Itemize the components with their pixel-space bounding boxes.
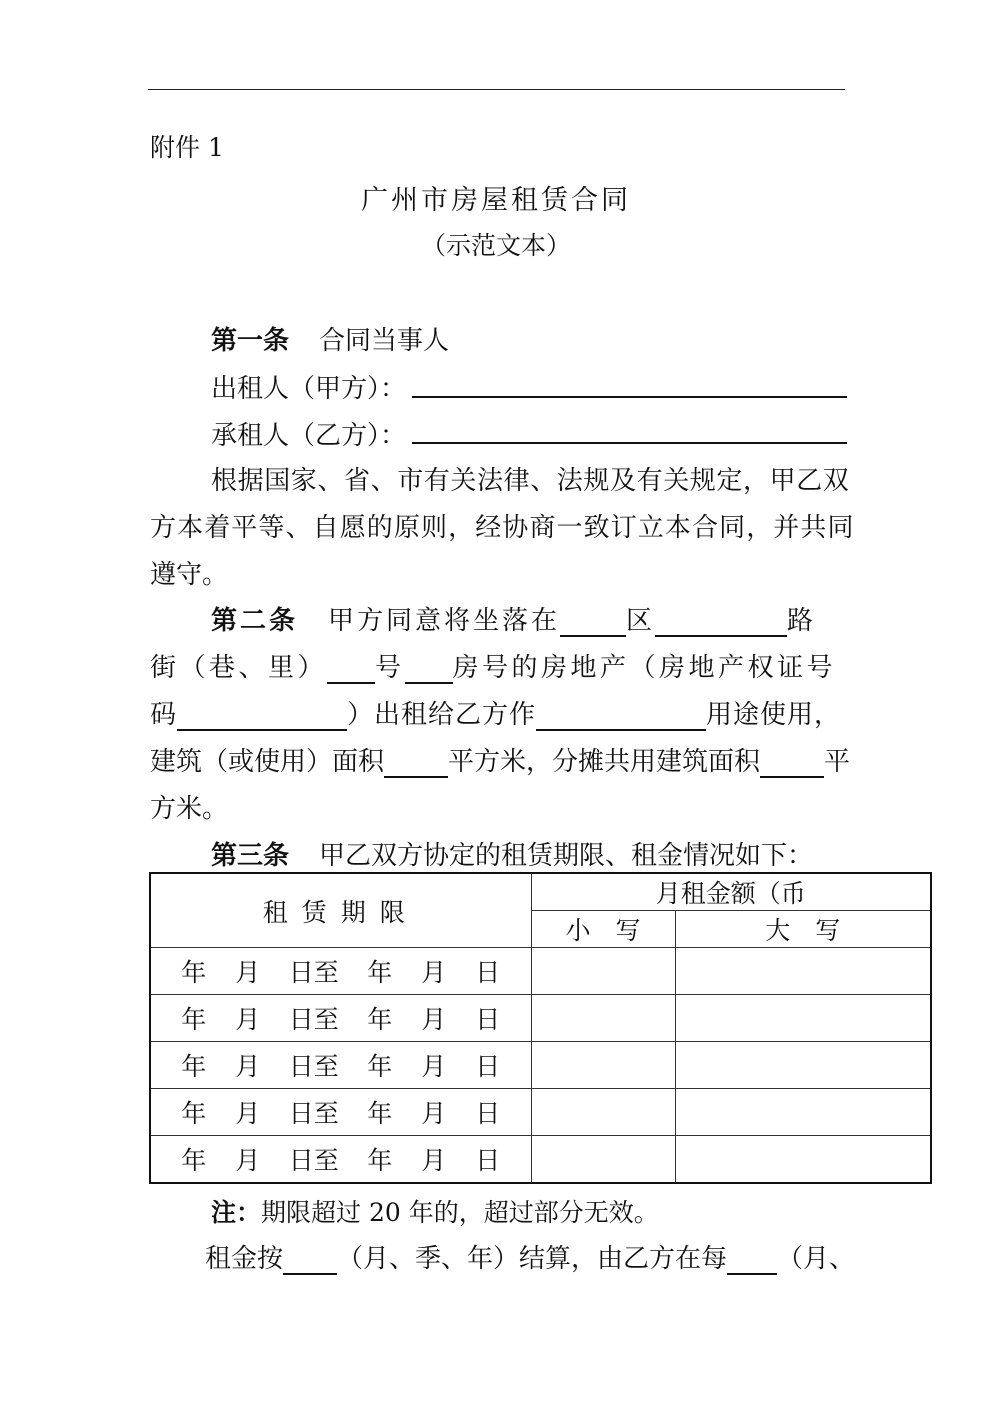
lessor-blank — [412, 396, 847, 398]
period-cell: 年 月 日至 年 月 日 — [150, 948, 531, 995]
lower-amount-cell — [531, 995, 675, 1042]
document-title: 广州市房屋租赁合同 — [361, 185, 631, 216]
article1-para-line1: 根据国家、省、市有关法律、法规及有关规定，甲乙双 — [211, 466, 850, 496]
table-row — [150, 1136, 931, 1183]
settle-text-b: （月、季、年）结算，由乙方在每 — [337, 1244, 728, 1274]
title-cert-blank — [177, 703, 347, 731]
article2-l1-text-a: 甲方同意将坐落在 — [328, 606, 561, 636]
note-text: 期限超过 20 年的，超过部分无效。 — [261, 1198, 659, 1227]
table-row — [150, 948, 931, 995]
col-lower-header: 小 写 — [531, 911, 675, 948]
district-blank — [560, 609, 626, 637]
note-label: 注： — [211, 1198, 262, 1227]
upper-amount-cell — [675, 1089, 931, 1136]
street-number-blank — [327, 656, 375, 684]
article2-l2-text-b: 号 — [375, 653, 405, 683]
article3-heading-line — [211, 835, 813, 872]
article2-l1-text-c: 路 — [787, 606, 817, 636]
table-row — [150, 1089, 931, 1136]
usage-blank — [536, 703, 706, 731]
col-period-header: 租赁期限 — [150, 873, 531, 948]
document-subtitle: （示范文本） — [420, 231, 571, 260]
lessee-blank — [412, 442, 847, 444]
table-row — [150, 995, 931, 1042]
article2-l1-text-b: 区 — [626, 606, 656, 636]
article2-line5: 方米。 — [150, 794, 229, 824]
article2-l2-text-a: 街（巷、里） — [150, 653, 328, 683]
article2-l3-text-a: 码 — [150, 700, 178, 730]
room-number-blank — [405, 656, 453, 684]
article2-l4-text-a: 建筑（或使用）面积 — [150, 747, 385, 777]
col-rent-header: 月租金额（币 — [531, 873, 931, 911]
article2-l2-text-c: 房号的房地产（房地产权证号 — [452, 653, 837, 683]
settlement-line — [205, 1238, 855, 1275]
article2-l4-text-c: 平 — [824, 747, 851, 777]
lower-amount-cell — [531, 1136, 675, 1183]
period-cell: 年 月 日至 年 月 日 — [150, 995, 531, 1042]
article2-line3 — [150, 694, 841, 731]
attachment-label: 附件 1 — [150, 133, 224, 162]
rent-table — [149, 872, 932, 1184]
period-cell: 年 月 日至 年 月 日 — [150, 1089, 531, 1136]
article3-heading-text: 甲乙双方协定的租赁期限、租金情况如下： — [319, 841, 814, 871]
upper-amount-cell — [675, 948, 931, 995]
upper-amount-cell — [675, 1042, 931, 1089]
settle-each-blank — [727, 1247, 777, 1275]
rent-table-header-row — [150, 873, 931, 911]
article2-line4 — [150, 741, 850, 778]
settle-period-blank — [283, 1247, 337, 1275]
floor-area-blank — [384, 750, 448, 778]
lower-amount-cell — [531, 1089, 675, 1136]
road-blank — [655, 609, 787, 637]
shared-area-blank — [760, 750, 824, 778]
article1-para-line3: 遵守。 — [150, 560, 229, 590]
table-row — [150, 1042, 931, 1089]
settle-text-a: 租金按 — [205, 1244, 284, 1274]
article1-para-line2: 方本着平等、自愿的原则，经协商一致订立本合同，并共同 — [150, 513, 855, 543]
article2-line2 — [150, 647, 836, 684]
upper-amount-cell — [675, 995, 931, 1042]
lower-amount-cell — [531, 948, 675, 995]
article1-heading-text: 合同当事人 — [319, 326, 450, 356]
article2-heading: 第二条 — [211, 606, 299, 636]
article1-heading: 第一条 — [211, 326, 290, 356]
period-cell: 年 月 日至 年 月 日 — [150, 1042, 531, 1089]
upper-amount-cell — [675, 1136, 931, 1183]
article3-heading: 第三条 — [211, 841, 290, 871]
settle-text-c: （月、 — [777, 1244, 856, 1274]
period-cell: 年 月 日至 年 月 日 — [150, 1136, 531, 1183]
article1-heading-line — [211, 320, 449, 357]
note-line — [211, 1193, 659, 1229]
lessor-label: 出租人（甲方）： — [211, 374, 407, 404]
article2-l4-text-b: 平方米，分摊共用建筑面积 — [448, 747, 761, 777]
article2-l3-text-c: 用途使用， — [706, 700, 842, 730]
header-rule — [148, 89, 845, 90]
article2-line1 — [211, 600, 816, 637]
lessee-label: 承租人（乙方）： — [211, 421, 407, 451]
article2-l3-text-b: ）出租给乙方作 — [347, 700, 537, 730]
col-upper-header: 大 写 — [675, 911, 931, 948]
lower-amount-cell — [531, 1042, 675, 1089]
